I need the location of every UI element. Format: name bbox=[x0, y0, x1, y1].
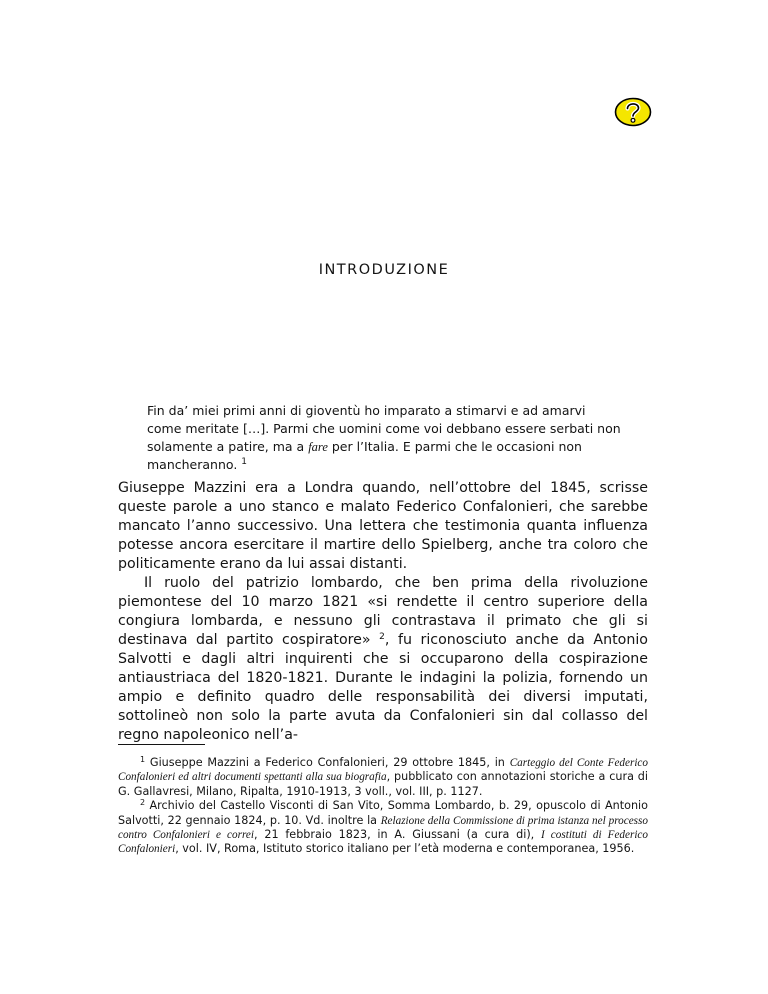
paragraph-1: Giuseppe Mazzini era a Londra quando, nell’ottobre del 1845, scrisse queste parole a uno stanco e malato Federico Confalonieri, che sarebbe mancato l’anno successivo. Una lettera che testimonia quanta influenza potesse ancora esercitare il martire dello Spielberg, anche tra coloro che politicamente erano da lui assai distanti. bbox=[118, 480, 648, 572]
epigraph-quote bbox=[147, 402, 623, 474]
footnote-ref-1[interactable]: 1 bbox=[241, 457, 248, 467]
footnote-2: $^2$ Archivio del Castello Visconti di San Vito, Somma Lombardo, b. 29, opuscolo di Antonio Salvotti, 22 gennaio 1824, p. 10. Vd. inoltre la Relazione della Commissione di prima istanza nel processo contro Confalonieri e correi, 21 febbraio 1823, in A. Giussani (a cura di), I costituti di Federico Confalonieri, vol. IV, Roma, Istituto storico italiano per l’età moderna e contemporanea, 1956. bbox=[118, 798, 648, 856]
paragraph-2: Il ruolo del patrizio lombardo, che ben prima della rivoluzione piemontese del 10 marzo 1821 «si rendette il centro superiore della congiura lombarda, e nessuno gli contrastava il primato che gli si destinava dal partito cospiratore» $^2$, fu riconosciuto anche da Antonio Salvotti e dagli altri inquirenti che si occuparono della cospirazione antiaustriaca del 1820-1821. Durante le indagini la polizia, fornendo un ampio e definito quadro delle responsabilità dei diversi imputati, sottolineò non solo la parte avuta da Confalonieri sin dal collasso del regno napoleonico nell’a- bbox=[118, 575, 648, 743]
footnotes bbox=[118, 756, 648, 857]
help-question-icon[interactable] bbox=[614, 97, 652, 127]
epigraph-text: Fin da’ miei primi anni di gioventù ho imparato a stimarvi e ad amarvi come meritate […]. Parmi che uomini come voi debbano essere serbati non solamente a patire, ma a fare per l’Italia. E parmi che le occasioni non mancheranno. $^1$ bbox=[147, 403, 621, 472]
body-text bbox=[118, 479, 648, 745]
footnote-ref-2[interactable]: 2 bbox=[379, 632, 385, 642]
chapter-title: INTRODUZIONE bbox=[318, 262, 450, 278]
footnote-1: $^1$ Giuseppe Mazzini a Federico Confalonieri, 29 ottobre 1845, in Carteggio del Conte Federico Confalonieri ed altri documenti spettanti alla sua biografia, pubblicato con annotazioni storiche a cura di G. Gallavresi, Milano, Ripalta, 1910-1913, 3 voll., vol. III, p. 1127. bbox=[118, 755, 649, 798]
epigraph-emphasis: fare bbox=[308, 440, 328, 454]
footnote-separator bbox=[118, 744, 205, 745]
